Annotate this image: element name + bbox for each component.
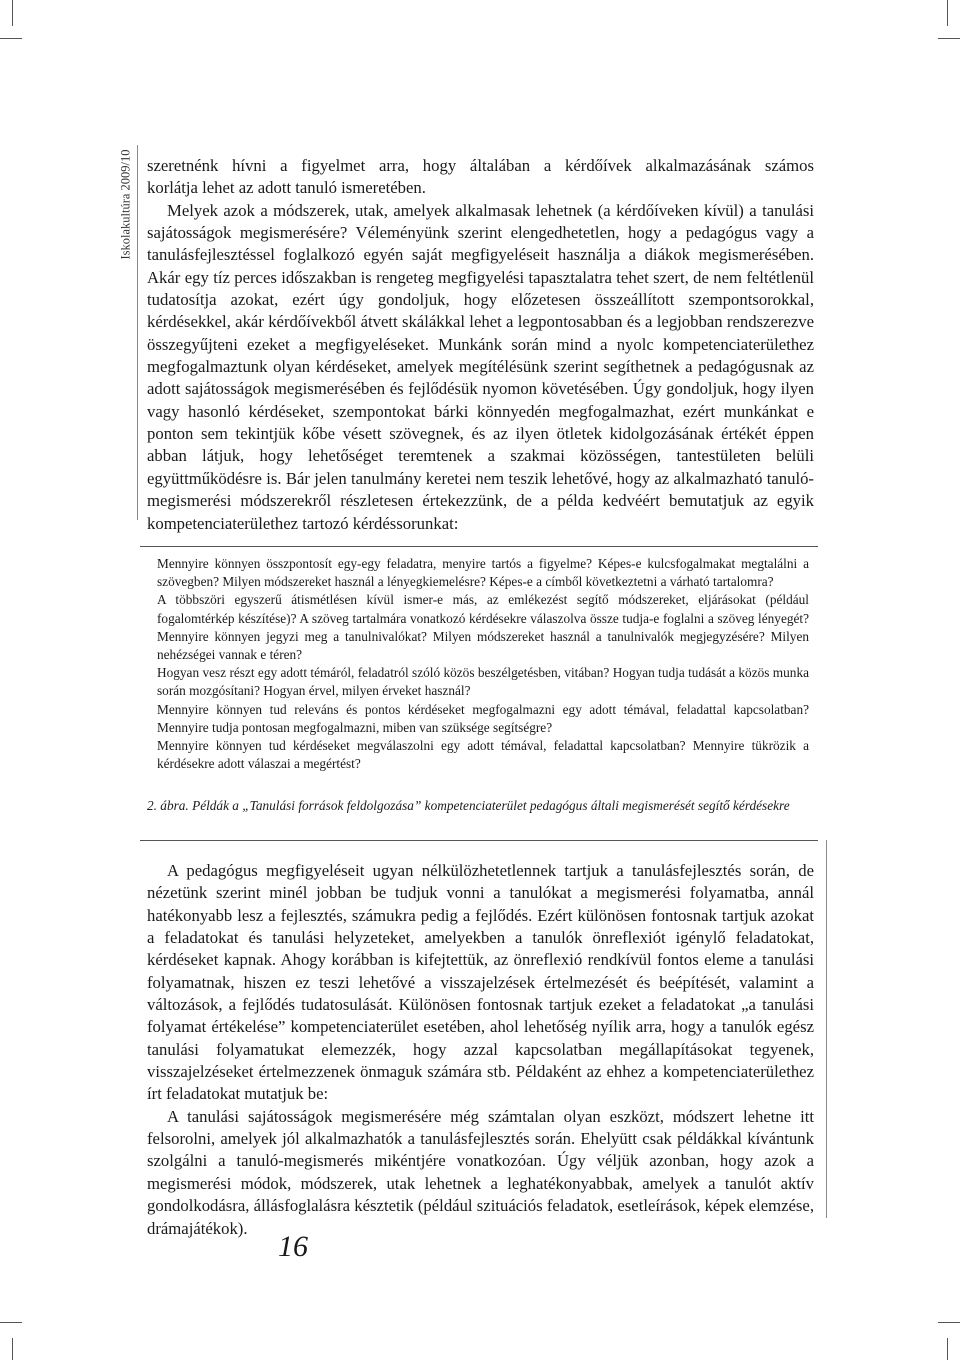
figure-top-rule [140,546,818,547]
running-header-text: Iskolakultúra 2009/10 [118,148,133,260]
running-header [114,148,138,260]
figure-question: Mennyire könnyen összpontosít egy-egy feladatra, menyire tartós a figyelme? Képes-e kulcsfogalmakat megtalálni a szövegben? Milyen módszereket használ a lényegkiemelésre? Képes-e a címből következtetni a várható tartalomra? [157,556,809,590]
figure-question-list [157,555,809,773]
body-text-upper [147,155,814,535]
crop-mark-bottom-right [947,1338,948,1360]
left-margin-rule [137,145,138,520]
crop-mark-bottom-left [12,1338,13,1360]
closing-paragraph: A pedagógus megfigyeléseit ugyan nélkülözhetetlennek tartjuk a tanulásfejlesztés során, de nézetünk szerint minél jobban be tudjuk vonni a tanulókat a megismerési folyamatba, annál hatékonyabb lesz a fejlesztés, számukra pedig a fejlődés. Ezért különösen fontosnak tartjuk azokat a feladatokat és tanulási helyzeteket, amelyekben a tanulók önreflexiót igénylő feladatokat, kérdéseket kapnak. Ahogy korábban is kifejtettük, az önreflexió rendkívül fontos eleme a tanulási folyamatnak, hiszen ez teszi lehetővé a visszajelzések értelmezését és beépítését, valamint a változások, a fejlődés tudatosulását. Különösen fontosnak tartjuk ezeket a feladatokat „a tanulási folyamat értékelése” kompetenciaterület esetében, ahol lehetőség nyílik arra, hogy a tanulók egész tanulási folyamatukat elemezzék, hogy azzal kapcsolatban megállapításokat tegyenek, visszajelzéseket értelmezzenek önmaguk számára stb. Példaként az ehhez a kompetenciaterülethez írt feladatokat mutatjuk be: [147,861,814,1104]
closing-paragraph: A tanulási sajátosságok megismerésére még számtalan olyan eszközt, módszert lehetne itt felsorolni, amelyek jól alkalmazhatók a tanulásfejlesztés során. Ehelyütt csak példákkal kívántunk szolgálni a tanuló-megismerés mikéntjére vonatkozóan. Úgy véljük azonban, hogy azok a megismerési módok, módszerek, utak lehetnek a leghatékonyabbak, amelyek a tanulót aktív gondolkodásra, állásfoglalásra késztetik (például szituációs feladatok, esetleírások, képek elemzése, drámajátékok). [147,1106,814,1238]
page-number: 16 [278,1230,308,1263]
main-paragraph: Melyek azok a módszerek, utak, amelyek alkalmasak lehetnek (a kérdőíveken kívül) a tanulási sajátosságok megismerésére? Véleményünk szerint elengedhetetlen, hogy a pedagógus vagy a tanulásfejlesztéssel foglalkozó egyén saját megfigyeléseit használja a diákok megismerésében. Akár egy tíz perces időszakban is rengeteg megfigyelési tapasztalatra tehet szert, de nem feltétlenül tudatosítja azokat, ezért úgy gondoljuk, hogy előzetesen összeállított szempontsorokkal, kérdésekkel, akár kérdőívekből átvett skálákkal lehet a legpontosabban és a legjobban rendszerezve összegyűjteni ezeket a megfigyeléseket. Munkánk során mind a nyolc kompetenciaterülethez megfogalmaztunk olyan kérdéseket, amelyek megítélésünk szerint segíthetnek a pedagógusnak az adott sajátosságok megismerésében és fejlődésük nyomon követésében. Úgy gondoljuk, hogy ilyen vagy hasonló kérdéseket, szempontokat bárki könnyedén megfogalmazhat, ezért munkánkat e ponton sem tekintjük kőbe vésett szövegnek, és az ilyen ötletek kidolgozásának értékét éppen abban látjuk, hogy lehetőséget teremtenek a szakmai közösségen, tantestületen belüli együttműködésre is. Bár jelen tanulmány keretei nem teszik lehetővé, hogy az alkalmazható tanuló-megismerési módszerekről részletesen értekezzünk, de a példa kedvéért bemutatjuk az egyik kompetenciaterülethez tartozó kérdéssorunkat: [147,200,814,533]
crop-mark-top-right [947,0,948,26]
intro-line-1: szeretnénk hívni a figyelmet arra, hogy általában a kérdőívek alkalmazásának számos [147,156,814,175]
crop-mark-top-right-h [938,38,960,39]
figure-question: Hogyan vesz részt egy adott témáról, feladatról szóló közös beszélgetésben, vitában? Hogyan tudja tudását a közös munka során mozgósítani? Hogyan érvel, milyen érveket használ? [157,665,809,699]
body-text-lower [147,860,814,1240]
crop-mark-top-left-h [0,38,22,39]
right-margin-rule [826,840,827,1218]
figure-caption: 2. ábra. Példák a „Tanulási források feldolgozása” kompetenciaterület pedagógus általi megismerését segítő kérdésekre [147,798,790,813]
crop-mark-bottom-left-h [0,1322,22,1323]
crop-mark-top-left [12,0,13,26]
crop-mark-bottom-right-h [938,1322,960,1323]
figure-bottom-rule [140,840,818,841]
figure-question: Mennyire könnyen tud releváns és pontos kérdéseket megfogalmazni egy adott témával, feladattal kapcsolatban? Mennyire tudja pontosan megfogalmazni, miben van szüksége segítségre? [157,701,809,735]
intro-line-2: korlátja lehet az adott tanuló ismeretében. [147,178,426,198]
figure-question: Mennyire könnyen tud kérdéseket megválaszolni egy adott témával, feladattal kapcsolatban? Mennyire tükrözik a kérdésekre adott válaszai a megértést? [157,738,809,772]
figure-question: A többszöri egyszerű átismétlésen kívül ismer-e más, az emlékezést segítő módszereket, eljárásokat (például fogalomtérkép készítése)? A szöveg tartalmára vonatkozó kérdésekre válaszolva össze tudja-e foglalni a szöveg lényegét? Mennyire könnyen jegyzi meg a tanulnivalókat? Milyen módszereket használ a tanulnivalók megjegyzésére? Milyen nehézségei vannak e téren? [157,592,809,663]
